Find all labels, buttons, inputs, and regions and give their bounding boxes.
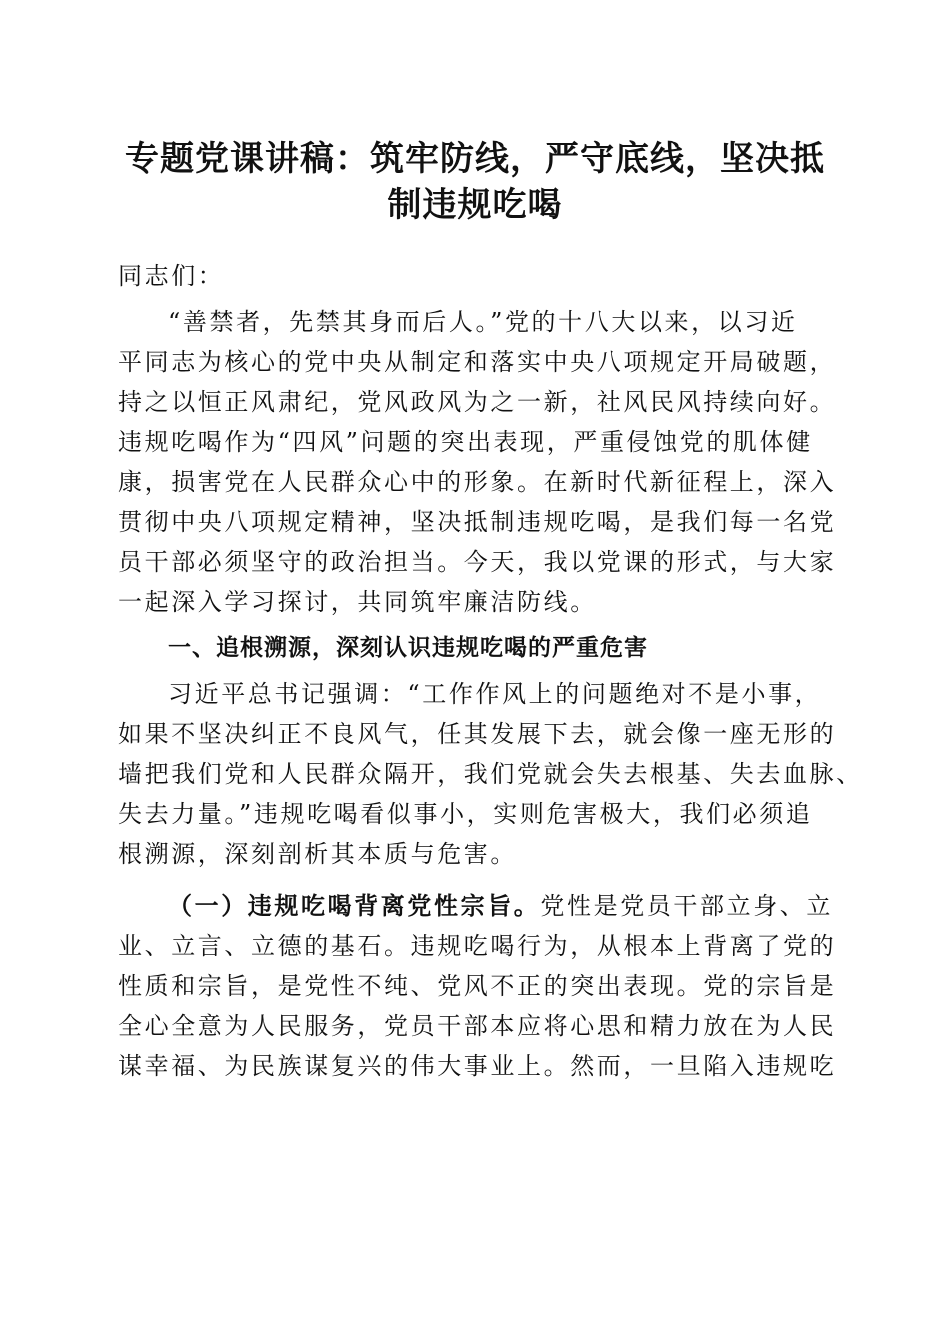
section-1-line-5: 根溯源，深刻剖析其本质与危害。 — [118, 840, 517, 868]
subsection-1-line-5: 谋幸福、为民族谋复兴的伟大事业上。然而，一旦陷入违规吃 — [118, 1052, 837, 1080]
intro-line-5: 康，损害党在人民群众心中的形象。在新时代新征程上，深入 — [118, 468, 837, 496]
intro-paragraph — [118, 302, 837, 622]
section-1-line-4: 失去力量。”违规吃喝看似事小，实则危害极大，我们必须追 — [118, 800, 813, 828]
intro-line-8: 一起深入学习探讨，共同筑牢廉洁防线。 — [118, 588, 597, 616]
subsection-1-line-3: 性质和宗旨，是党性不纯、党风不正的突出表现。党的宗旨是 — [118, 972, 837, 1000]
section-1-line-1: 习近平总书记强调：“工作作风上的问题绝对不是小事， — [168, 680, 822, 708]
section-1-line-3: 墙把我们党和人民群众隔开，我们党就会失去根基、失去血脉、 — [118, 760, 863, 788]
subsection-1-line-2: 业、立言、立德的基石。违规吃喝行为，从根本上背离了党的 — [118, 932, 837, 960]
intro-line-4: 违规吃喝作为“四风”问题的突出表现，严重侵蚀党的肌体健 — [118, 428, 813, 456]
salutation: 同志们： — [118, 262, 225, 290]
subsection-1-lead: （一）违规吃喝背离党性宗旨。 — [168, 891, 541, 920]
section-1-line-2: 如果不坚决纠正不良风气，任其发展下去，就会像一座无形的 — [118, 720, 837, 748]
document-title — [100, 136, 850, 228]
section-1-paragraph — [118, 674, 863, 874]
title-line-2: 制违规吃喝 — [387, 185, 563, 225]
intro-line-1: “善禁者，先禁其身而后人。”党的十八大以来，以习近 — [168, 308, 798, 336]
intro-line-3: 持之以恒正风肃纪，党风政风为之一新，社风民风持续向好。 — [118, 388, 837, 416]
subsection-1-line-4: 全心全意为人民服务，党员干部本应将心思和精力放在为人民 — [118, 1012, 837, 1040]
section-1-heading: 一、追根溯源，深刻认识违规吃喝的严重危害 — [168, 635, 648, 661]
title-line-1: 专题党课讲稿：筑牢防线，严守底线，坚决抵 — [125, 139, 825, 179]
subsection-1-line-1-rest: 党性是党员干部立身、立 — [540, 892, 834, 920]
document-body — [118, 256, 863, 1086]
subsection-1-line-1 — [118, 886, 834, 926]
subsection-1-paragraph — [118, 886, 837, 1086]
intro-line-6: 贯彻中央八项规定精神，坚决抵制违规吃喝，是我们每一名党 — [118, 508, 837, 536]
intro-line-7: 员干部必须坚守的政治担当。今天，我以党课的形式，与大家 — [118, 548, 837, 576]
intro-line-2: 平同志为核心的党中央从制定和落实中央八项规定开局破题， — [118, 348, 837, 376]
